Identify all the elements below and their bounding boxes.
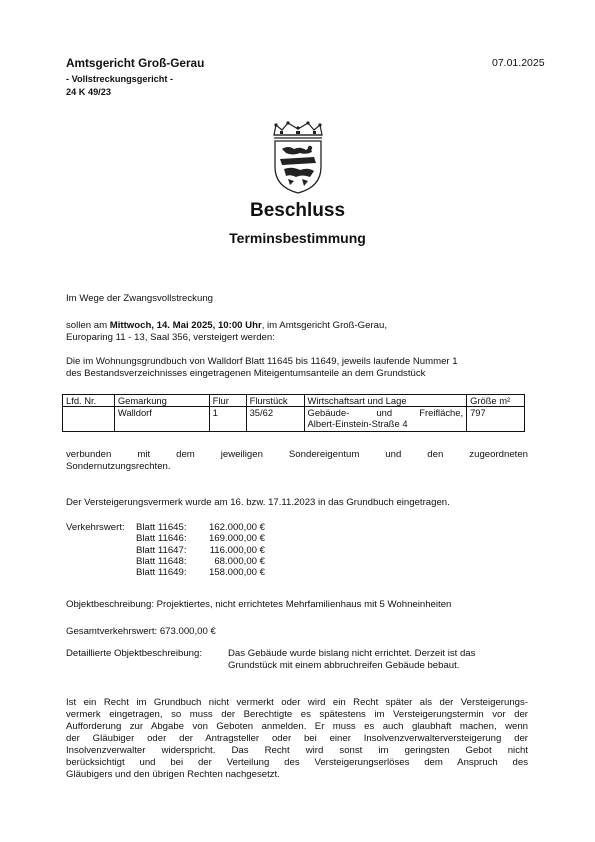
- schedule-line-2: Europaring 11 - 13, Saal 356, versteigert werden:: [66, 332, 275, 343]
- valuation-amount: 68.000,00 €: [214, 555, 265, 567]
- document-subtitle: Terminsbestimmung: [229, 230, 366, 246]
- cell-lage-line-1: Gebäude- und Freifläche,: [307, 407, 464, 418]
- cell-lage-line-2: Albert-Einstein-Straße 4: [307, 418, 408, 429]
- col-header-lfd-nr: Lfd. Nr.: [63, 395, 115, 407]
- total-value: Gesamtverkehrswert: 673.000,00 €: [66, 626, 216, 637]
- rights-line: Aufforderung zur Abgabe von Geboten anmelden. Er muss es auch glaubhaft machen, wenn: [66, 721, 528, 732]
- col-header-wirtschaftsart: Wirtschaftsart und Lage: [304, 395, 467, 407]
- rights-line: der Gläubiger oder der Antragsteller oder bei einer Insolvenzverwalterversteigerung der: [66, 733, 528, 744]
- property-table: [62, 394, 525, 432]
- col-header-gemarkung: Gemarkung: [114, 395, 209, 407]
- rights-line: vermerk eingetragen, so muss der Berechtigte es spätestens im Versteigerungstermin vor der: [66, 709, 528, 720]
- rights-line: berücksichtigt und bei der Verteilung des Versteigerungserlöses dem Anspruch des: [66, 757, 528, 768]
- detailed-label: Detaillierte Objektbeschreibung:: [66, 648, 202, 659]
- court-division: - Vollstreckungsgericht -: [66, 74, 174, 84]
- valuation-blatt: Blatt 11646:: [136, 533, 187, 545]
- col-header-flurstueck: Flurstück: [246, 395, 304, 407]
- col-header-groesse: Größe m²: [467, 395, 525, 407]
- schedule-post: , im Amtsgericht Groß-Gerau,: [261, 320, 387, 331]
- valuation-amount: 162.000,00 €: [208, 522, 265, 533]
- document-date: 07.01.2025: [492, 57, 545, 69]
- valuation-label: Verkehrswert:: [66, 522, 125, 533]
- rights-line: Gläubigers und den übrigen Rechten nachgesetzt.: [66, 769, 280, 780]
- table-row: [63, 407, 525, 432]
- schedule-date: Mittwoch, 14. Mai 2025, 10:00 Uhr: [109, 320, 262, 331]
- valuation-blatt: Blatt 11648:: [136, 555, 187, 567]
- valuation-amount: 158.000,00 €: [208, 567, 265, 579]
- document-title: Beschluss: [249, 200, 346, 221]
- court-name: Amtsgericht Groß-Gerau: [66, 56, 205, 70]
- connected-line-2: Sondernutzungsrechten.: [66, 461, 171, 472]
- cell-flurstueck: 35/62: [246, 407, 304, 432]
- cell-gemarkung: Walldorf: [114, 407, 209, 432]
- valuation-blatt: Blatt 11645:: [136, 522, 187, 533]
- rights-line: Ist ein Recht im Grundbuch nicht vermerkt oder wird ein Recht später als der Versteigerungs-: [66, 697, 528, 708]
- hesse-coat-of-arms-icon: [266, 119, 330, 195]
- file-number: 24 K 49/23: [66, 87, 111, 97]
- intro-text: Im Wege der Zwangsvollstreckung: [66, 293, 213, 304]
- connected-line-1: verbunden mit dem jeweiligen Sondereigentum und den zugeordneten: [66, 449, 528, 460]
- registration-note: Der Versteigerungsvermerk wurde am 16. bzw. 17.11.2023 in das Grundbuch eingetragen.: [66, 497, 450, 508]
- cell-flur: 1: [209, 407, 246, 432]
- cell-lfd-nr: [63, 407, 115, 432]
- property-line-1: Die im Wohnungsgrundbuch von Walldorf Blatt 11645 bis 11649, jeweils laufende Nummer 1: [66, 356, 458, 367]
- table-header-row: [63, 395, 525, 407]
- cell-groesse: 797: [467, 407, 525, 432]
- valuation-blatt: Blatt 11647:: [136, 544, 187, 556]
- cell-wirtschaftsart: [304, 407, 467, 432]
- schedule-line-1: [66, 320, 528, 332]
- valuation-blatt: Blatt 11649:: [136, 567, 187, 579]
- object-description: Objektbeschreibung: Projektiertes, nicht errichtetes Mehrfamilienhaus mit 5 Wohneinheiten: [66, 599, 452, 610]
- rights-line: Insolvenzverwalter widerspricht. Das Recht wird sonst im geringsten Gebot nicht: [66, 745, 528, 756]
- valuation-amount: 169.000,00 €: [208, 533, 265, 545]
- detailed-line-1: Das Gebäude wurde bislang nicht errichtet. Derzeit ist das: [228, 648, 476, 659]
- property-line-2: des Bestandsverzeichnisses eingetragenen Miteigentumsanteile an dem Grundstück: [66, 368, 426, 379]
- schedule-pre: sollen am: [66, 320, 110, 331]
- detailed-line-2: Grundstück mit einem abbruchreifen Gebäude bebaut.: [228, 660, 460, 671]
- valuation-amount: 116.000,00 €: [209, 544, 265, 556]
- col-header-flur: Flur: [209, 395, 246, 407]
